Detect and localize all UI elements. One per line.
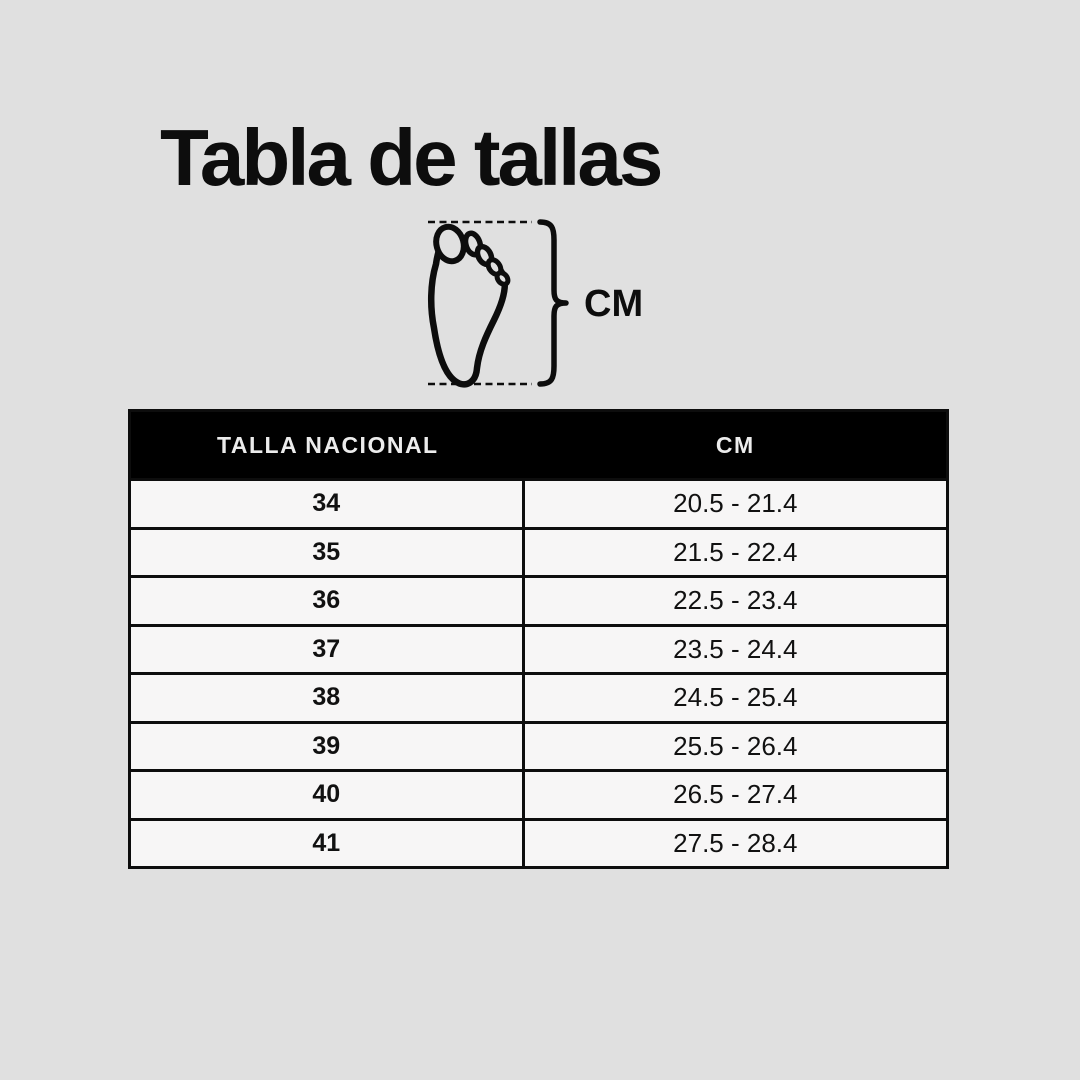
cm-range-cell: 23.5 - 24.4 <box>673 633 798 664</box>
size-value-cell: 41 <box>131 821 525 867</box>
table-row <box>131 478 946 527</box>
size-table-body <box>131 478 946 866</box>
cm-range-cell: 22.5 - 23.4 <box>673 585 798 616</box>
cm-range-cell: 26.5 - 27.4 <box>673 779 798 810</box>
cm-range-cell: 27.5 - 28.4 <box>673 827 798 858</box>
size-value-cell: 38 <box>131 675 525 721</box>
foot-icon <box>431 224 510 385</box>
size-value-cell: 36 <box>131 578 525 624</box>
table-row <box>131 527 946 576</box>
size-value-cell: 37 <box>131 627 525 673</box>
header-col-cm: CM <box>715 431 755 458</box>
cm-range-cell: 25.5 - 26.4 <box>673 730 798 761</box>
size-value-cell: 34 <box>131 481 525 527</box>
unit-label: CM <box>584 283 644 325</box>
header-col-talla-nacional: TALLA NACIONAL <box>217 431 439 458</box>
table-row <box>131 672 946 721</box>
table-row <box>131 721 946 770</box>
table-row <box>131 575 946 624</box>
size-table <box>128 409 949 869</box>
cm-range-cell: 20.5 - 21.4 <box>673 488 798 519</box>
table-row <box>131 818 946 867</box>
table-row <box>131 769 946 818</box>
size-value-cell: 40 <box>131 772 525 818</box>
foot-measurement-figure <box>420 214 680 404</box>
size-table-header <box>131 412 946 478</box>
size-value-cell: 39 <box>131 724 525 770</box>
size-value-cell: 35 <box>131 530 525 576</box>
measurement-brace-icon <box>540 222 566 384</box>
cm-range-cell: 24.5 - 25.4 <box>673 682 798 713</box>
cm-range-cell: 21.5 - 22.4 <box>673 536 798 567</box>
table-row <box>131 624 946 673</box>
page-title: Tabla de tallas <box>160 113 661 202</box>
